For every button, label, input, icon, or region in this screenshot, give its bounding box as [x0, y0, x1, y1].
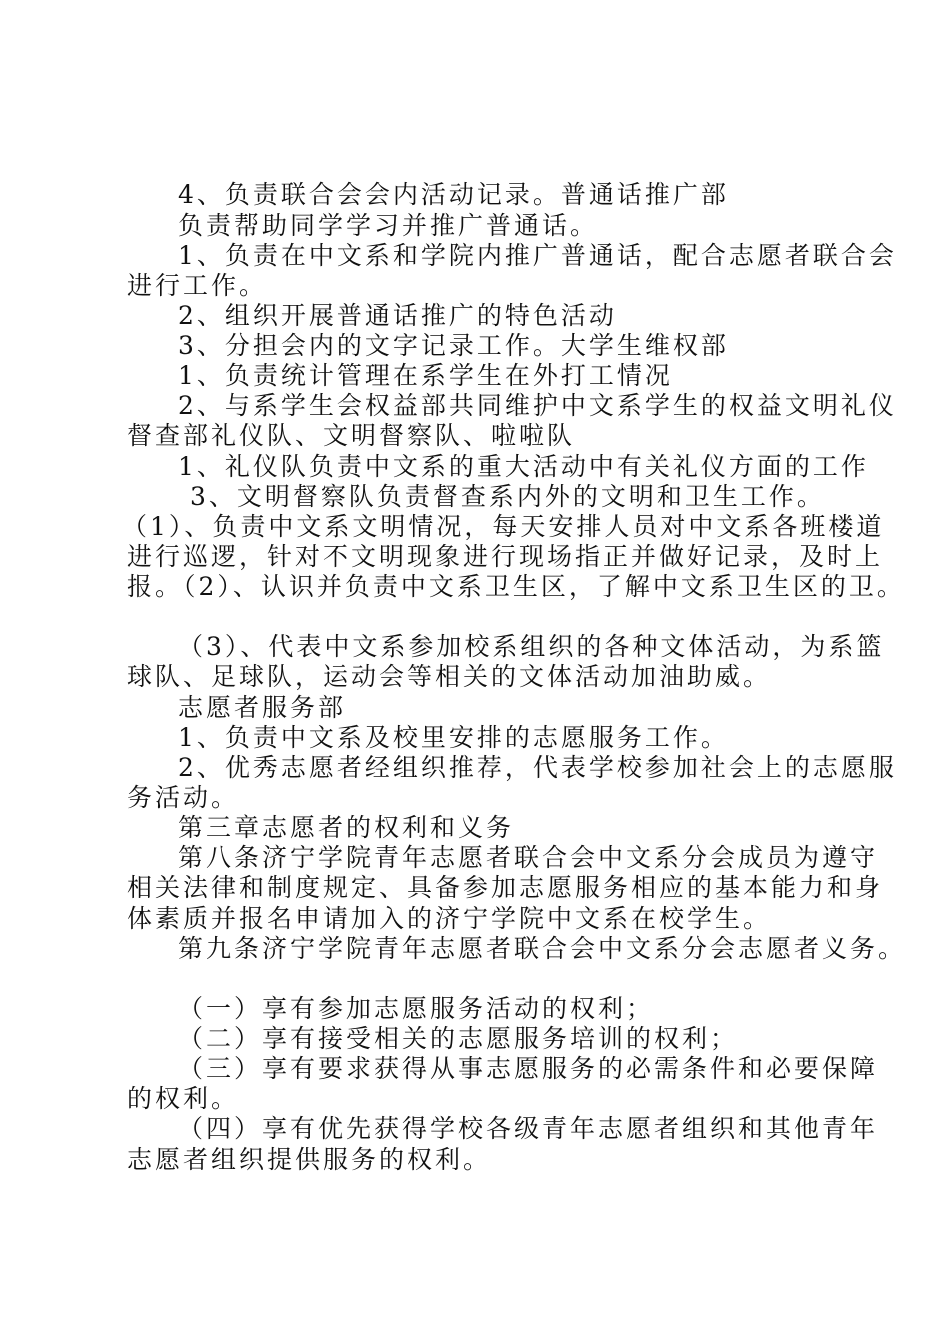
text-line: 3、分担会内的文字记录工作。大学生维权部: [178, 331, 729, 360]
text-line: 第三章志愿者的权利和义务: [178, 813, 515, 842]
text-line: 进行巡逻，针对不文明现象进行现场指正并做好记录，及时上: [127, 542, 884, 571]
text-line: 第九条济宁学院青年志愿者联合会中文系分会志愿者义务。: [178, 934, 907, 963]
text-line: 2、与系学生会权益部共同维护中文系学生的权益文明礼仪: [178, 391, 897, 420]
text-line: 3、文明督察队负责督查系内外的文明和卫生工作。: [190, 482, 825, 511]
text-line: （一）享有参加志愿服务活动的权利；: [178, 994, 655, 1023]
text-line: 4、负责联合会会内活动记录。普通话推广部: [178, 180, 729, 209]
text-line: 球队、足球队，运动会等相关的文体活动加油助威。: [127, 662, 772, 691]
text-line: 进行工作。: [127, 271, 268, 300]
text-line: 1、负责统计管理在系学生在外打工情况: [178, 361, 673, 390]
text-line: 2、优秀志愿者经组织推荐，代表学校参加社会上的志愿服: [178, 753, 897, 782]
text-line: 督查部礼仪队、文明督察队、啦啦队: [127, 421, 576, 450]
text-line: （二）享有接受相关的志愿服务培训的权利；: [178, 1024, 739, 1053]
text-line: 负责帮助同学学习并推广普通话。: [178, 211, 599, 240]
text-line: 志愿者服务部: [178, 693, 347, 722]
text-line: 的权利。: [127, 1084, 240, 1113]
text-line: （三）享有要求获得从事志愿服务的必需条件和必要保障: [178, 1054, 879, 1083]
text-line: 务活动。: [127, 783, 240, 812]
text-line: 1、负责中文系及校里安排的志愿服务工作。: [178, 723, 729, 752]
text-line: 1、礼仪队负责中文系的重大活动中有关礼仪方面的工作: [178, 452, 869, 481]
text-line: （1）、负责中文系文明情况，每天安排人员对中文系各班楼道: [122, 512, 885, 541]
text-line: 体素质并报名申请加入的济宁学院中文系在校学生。: [127, 904, 772, 933]
text-line: （四）享有优先获得学校各级青年志愿者组织和其他青年: [178, 1114, 879, 1143]
text-line: （3）、代表中文系参加校系组织的各种文体活动，为系篮: [178, 632, 885, 661]
text-line: 相关法律和制度规定、具备参加志愿服务相应的基本能力和身: [127, 873, 884, 902]
text-line: 志愿者组织提供服务的权利。: [127, 1145, 492, 1174]
text-line: 2、组织开展普通话推广的特色活动: [178, 301, 617, 330]
text-line: 报。（2）、认识并负责中文系卫生区，了解中文系卫生区的卫。: [127, 572, 905, 601]
text-line: 第八条济宁学院青年志愿者联合会中文系分会成员为遵守: [178, 843, 879, 872]
text-line: 1、负责在中文系和学院内推广普通话，配合志愿者联合会: [178, 241, 897, 270]
